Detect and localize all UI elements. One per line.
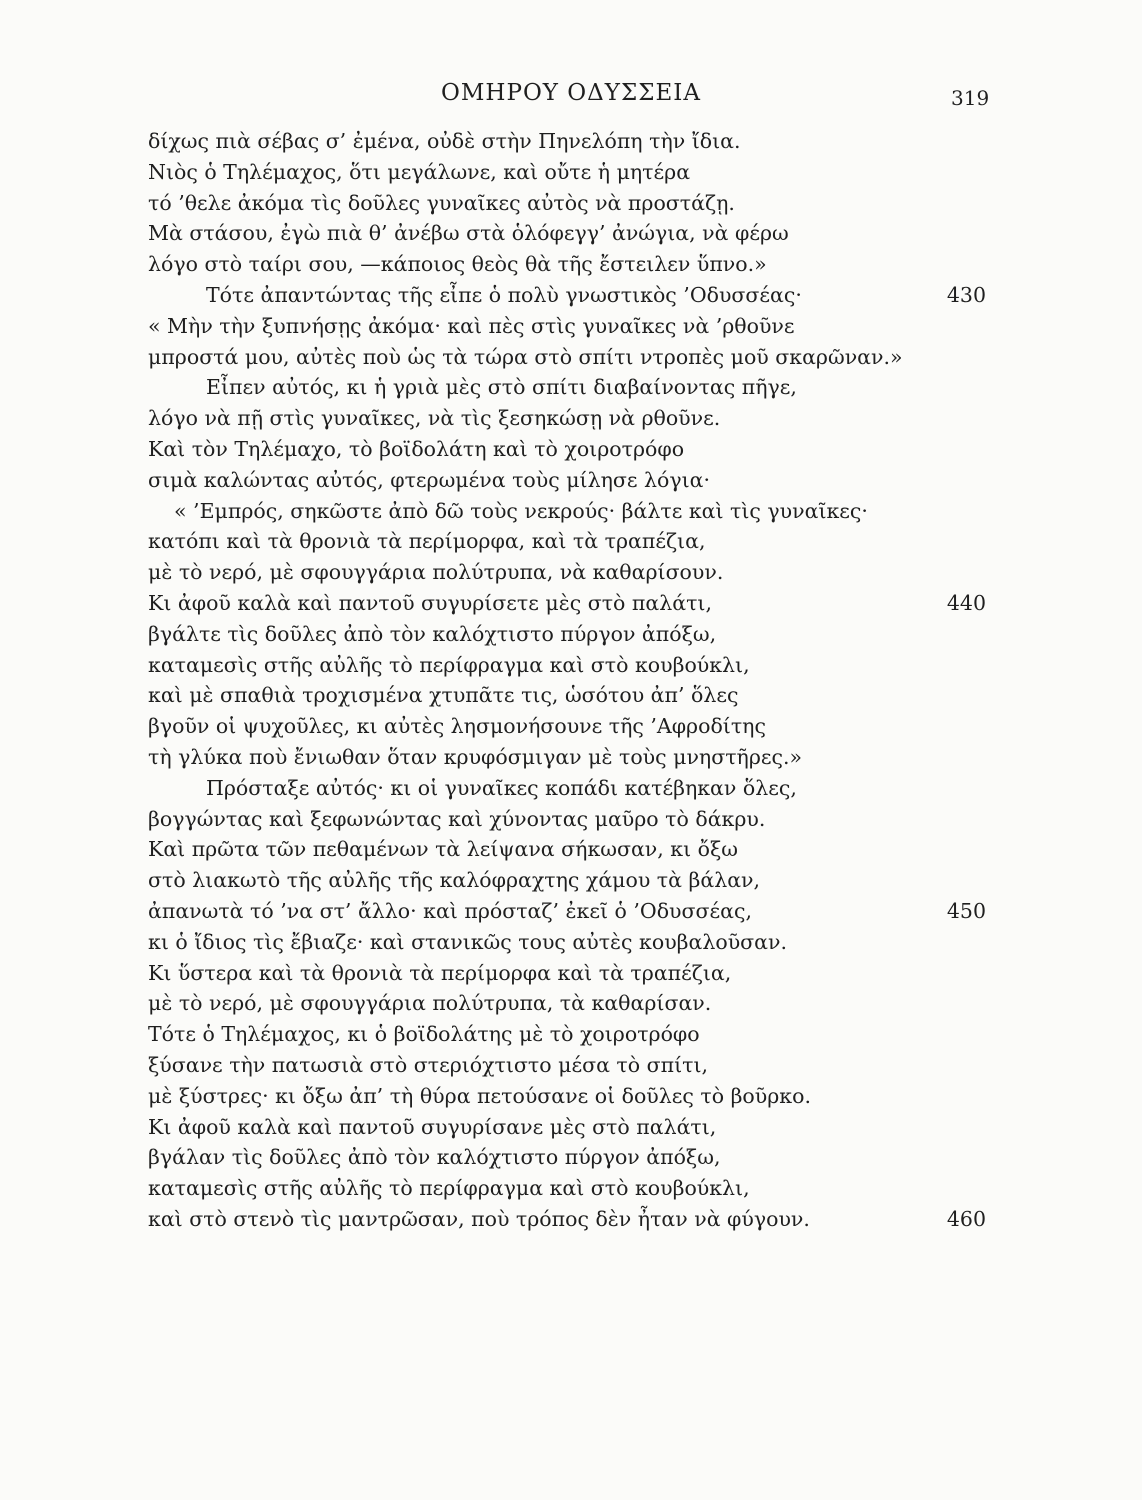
verse-text: καὶ στὸ στενὸ τὶς μαντρῶσαν, ποὺ τρόπος δὲν ἦταν νὰ φύγουν. xyxy=(148,1206,810,1231)
verse-text: λόγο στὸ ταίρι σου, —κάποιος θεὸς θὰ τῆς ἔστειλεν ὕπνο.» xyxy=(148,252,767,277)
verse-text: Τότε ὁ Τηλέμαχος, κι ὁ βοϊδολάτης μὲ τὸ χοιροτρόφο xyxy=(148,1022,700,1047)
verse-text: καὶ μὲ σπαθιὰ τροχισμένα χτυπᾶτε τις, ὡσότου ἀπ’ ὅλες xyxy=(148,683,739,708)
verse-text: λόγο νὰ πῇ στὶς γυναῖκες, νὰ τὶς ξεσηκώσῃ νὰ ρθοῦνε. xyxy=(148,406,721,431)
verse-line xyxy=(148,865,978,896)
verse-line xyxy=(148,1050,978,1081)
verse-line xyxy=(148,372,978,403)
verse-line xyxy=(148,342,978,373)
verse-line xyxy=(148,804,978,835)
verse-line xyxy=(148,465,978,496)
line-number: 430 xyxy=(946,282,986,307)
verse-text: Πρόσταξε αὐτός· κι οἱ γυναῖκες κοπάδι κατέβηκαν ὅλες, xyxy=(206,775,797,800)
verse-line xyxy=(148,496,978,527)
verse-line xyxy=(148,188,978,219)
verse-line xyxy=(148,1204,986,1235)
verse-text: δίχως πιὰ σέβας σ’ ἐμένα, οὐδὲ στὴν Πηνελόπη τὴν ἴδια. xyxy=(148,129,741,153)
verse-line xyxy=(148,403,978,434)
verse-text: σιμὰ καλώντας αὐτός, φτερωμένα τοὺς μίλησε λόγια· xyxy=(148,467,710,492)
line-number: 450 xyxy=(946,898,986,923)
verse-line xyxy=(148,280,986,311)
verse-line xyxy=(148,311,978,342)
verse-line xyxy=(148,434,978,465)
verse-text: βογγώντας καὶ ξεφωνώντας καὶ χύνοντας μαῦρο τὸ δάκρυ. xyxy=(148,806,766,831)
line-number: 440 xyxy=(946,590,986,615)
verse-text: Κι ὕστερα καὶ τὰ θρονιὰ τὰ περίμορφα καὶ τὰ τραπέζια, xyxy=(148,960,732,985)
verse-text: Καὶ τὸν Τηλέμαχο, τὸ βοϊδολάτη καὶ τὸ χοιροτρόφο xyxy=(148,436,685,461)
verse-line xyxy=(148,1142,978,1173)
verse-text: μπροστά μου, αὐτὲς ποὺ ὡς τὰ τώρα στὸ σπίτι ντροπὲς μοῦ σκαρῶναν.» xyxy=(148,344,903,369)
verse-line xyxy=(148,680,978,711)
verse-text: μὲ τὸ νερό, μὲ σφουγγάρια πολύτρυπα, νὰ καθαρίσουν. xyxy=(148,560,724,585)
verse-text: Εἶπεν αὐτός, κι ἡ γριὰ μὲς στὸ σπίτι διαβαίνοντας πῆγε, xyxy=(206,375,797,400)
verse-line xyxy=(148,742,978,773)
verse-text: στὸ λιακωτὸ τῆς αὐλῆς τῆς καλόφραχτης χάμου τὰ βάλαν, xyxy=(148,868,761,893)
verse-text: ἀπανωτὰ τό ’να στ’ ἄλλο· καὶ πρόσταζ’ ἐκεῖ ὁ ’Οδυσσέας, xyxy=(148,898,752,923)
verse-line xyxy=(148,650,978,681)
verse-text: Κι ἀφοῦ καλὰ καὶ παντοῦ συγυρίσανε μὲς στὸ παλάτι, xyxy=(148,1114,717,1139)
verse-text: « Μὴν τὴν ξυπνήσῃς ἀκόμα· καὶ πὲς στὶς γυναῖκες νὰ ’ρθοῦνε xyxy=(148,313,795,338)
verse-line xyxy=(148,896,986,927)
verse-text: μὲ τὸ νερό, μὲ σφουγγάρια πολύτρυπα, τὰ καθαρίσαν. xyxy=(148,991,712,1016)
verse-line xyxy=(148,218,978,249)
verse-line xyxy=(148,126,978,157)
line-number: 460 xyxy=(946,1206,986,1231)
verse-text: κι ὁ ἴδιος τὶς ἔβιαζε· καὶ στανικῶς τους αὐτὲς κουβαλοῦσαν. xyxy=(148,929,787,954)
verse-text: βγάλτε τὶς δοῦλες ἀπὸ τὸν καλόχτιστο πύργον ἀπόξω, xyxy=(148,621,717,646)
verse-text: Νιὸς ὁ Τηλέμαχος, ὅτι μεγάλωνε, καὶ οὔτε ἡ μητέρα xyxy=(148,159,691,184)
verse-line xyxy=(148,1081,978,1112)
verse-line xyxy=(148,157,978,188)
verse-text: κατόπι καὶ τὰ θρονιὰ τὰ περίμορφα, καὶ τὰ τραπέζια, xyxy=(148,529,706,554)
page-number: 319 xyxy=(951,86,990,110)
verse-line xyxy=(148,1112,978,1143)
verse-line xyxy=(148,526,978,557)
verse-line xyxy=(148,773,978,804)
verse-text: « ’Εμπρός, σηκῶστε ἀπὸ δῶ τοὺς νεκρούς· βάλτε καὶ τὶς γυναῖκες· xyxy=(174,498,868,523)
verse-text: τό ’θελε ἀκόμα τὶς δοῦλες γυναῖκες αὐτὸς νὰ προστάζῃ. xyxy=(148,190,735,215)
verse-text: βγάλαν τὶς δοῦλες ἀπὸ τὸν καλόχτιστο πύργον ἀπόξω, xyxy=(148,1145,721,1170)
verse-line xyxy=(148,588,986,619)
verse-line xyxy=(148,958,978,989)
verse-text: Κι ἀφοῦ καλὰ καὶ παντοῦ συγυρίσετε μὲς στὸ παλάτι, xyxy=(148,590,712,615)
verse-text: Τότε ἀπαντώντας τῆς εἶπε ὁ πολὺ γνωστικὸς ’Οδυσσέας· xyxy=(206,282,802,307)
verse-text: ξύσανε τὴν πατωσιὰ στὸ στεριόχτιστο μέσα τὸ σπίτι, xyxy=(148,1052,709,1077)
verse-text: Μὰ στάσου, ἐγὼ πιὰ θ’ ἀνέβω στὰ ὁλόφεγγ’ ἀνώγια, νὰ φέρω xyxy=(148,221,789,246)
running-header-title: ΟΜΗΡΟΥ ΟΔΥΣΣΕΙΑ xyxy=(441,80,701,106)
verse-line xyxy=(148,1173,978,1204)
verse-line xyxy=(148,834,978,865)
verse-line xyxy=(148,249,978,280)
verse-text: καταμεσὶς στῆς αὐλῆς τὸ περίφραγμα καὶ στὸ κουβούκλι, xyxy=(148,652,750,677)
verse-line xyxy=(148,557,978,588)
verse-line xyxy=(148,988,978,1019)
verse-line xyxy=(148,711,978,742)
verse-text: τὴ γλύκα ποὺ ἔνιωθαν ὅταν κρυφόσμιγαν μὲ τοὺς μνηστῆρες.» xyxy=(148,744,803,769)
verse-text: βγοῦν οἱ ψυχοῦλες, κι αὐτὲς λησμονήσουνε τῆς ’Αφροδίτης xyxy=(148,714,766,739)
verse-line xyxy=(148,927,978,958)
verse-text: μὲ ξύστρες· κι ὄξω ἀπ’ τὴ θύρα πετούσανε οἱ δοῦλες τὸ βοῦρκο. xyxy=(148,1083,811,1108)
verse-line xyxy=(148,619,978,650)
verse-text: Καὶ πρῶτα τῶν πεθαμένων τὰ λείψανα σήκωσαν, κι ὄξω xyxy=(148,837,739,862)
verse-line xyxy=(148,1019,978,1050)
verse-text: καταμεσὶς στῆς αὐλῆς τὸ περίφραγμα καὶ στὸ κουβούκλι, xyxy=(148,1176,750,1201)
verse-block xyxy=(148,126,986,1235)
